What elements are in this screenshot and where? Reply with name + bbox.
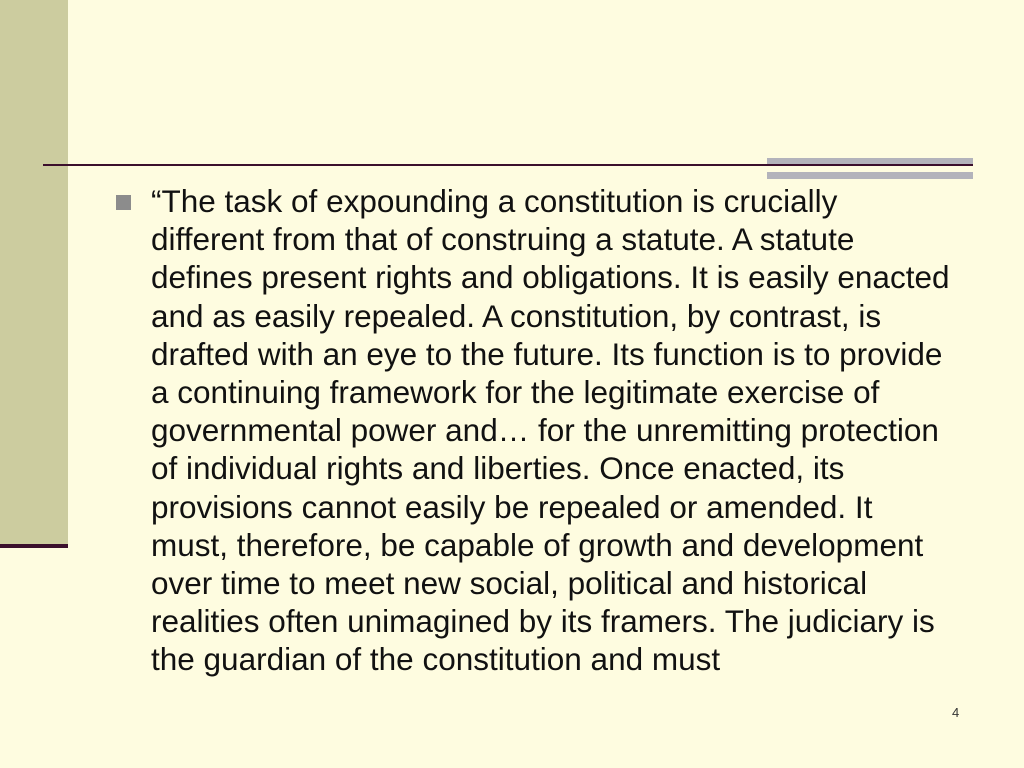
left-divider-rule	[0, 544, 68, 548]
square-bullet-icon	[116, 195, 131, 210]
header-divider-rule	[43, 164, 973, 166]
accent-bar-bottom	[767, 172, 973, 179]
left-decorative-band	[0, 0, 68, 545]
quote-paragraph: “The task of expounding a constitution is crucially different from that of construing a statute. A statute defines present rights and obligations. It is easily enacted and as easily repealed. A constitution, by contrast, is drafted with an eye to the future. Its function is to provide a continuing framework for the legitimate exercise of governmental power and… for the unremitting protection of individual rights and liberties. Once enacted, its provisions cannot easily be repealed or amended. It must, therefore, be capable of growth and development over time to meet new social, political and historical realities often unimagined by its framers. The judiciary is the guardian of the constitution and must	[151, 183, 950, 678]
slide-number: 4	[952, 705, 960, 720]
accent-bar-top	[767, 158, 973, 164]
slide-content	[116, 182, 976, 768]
